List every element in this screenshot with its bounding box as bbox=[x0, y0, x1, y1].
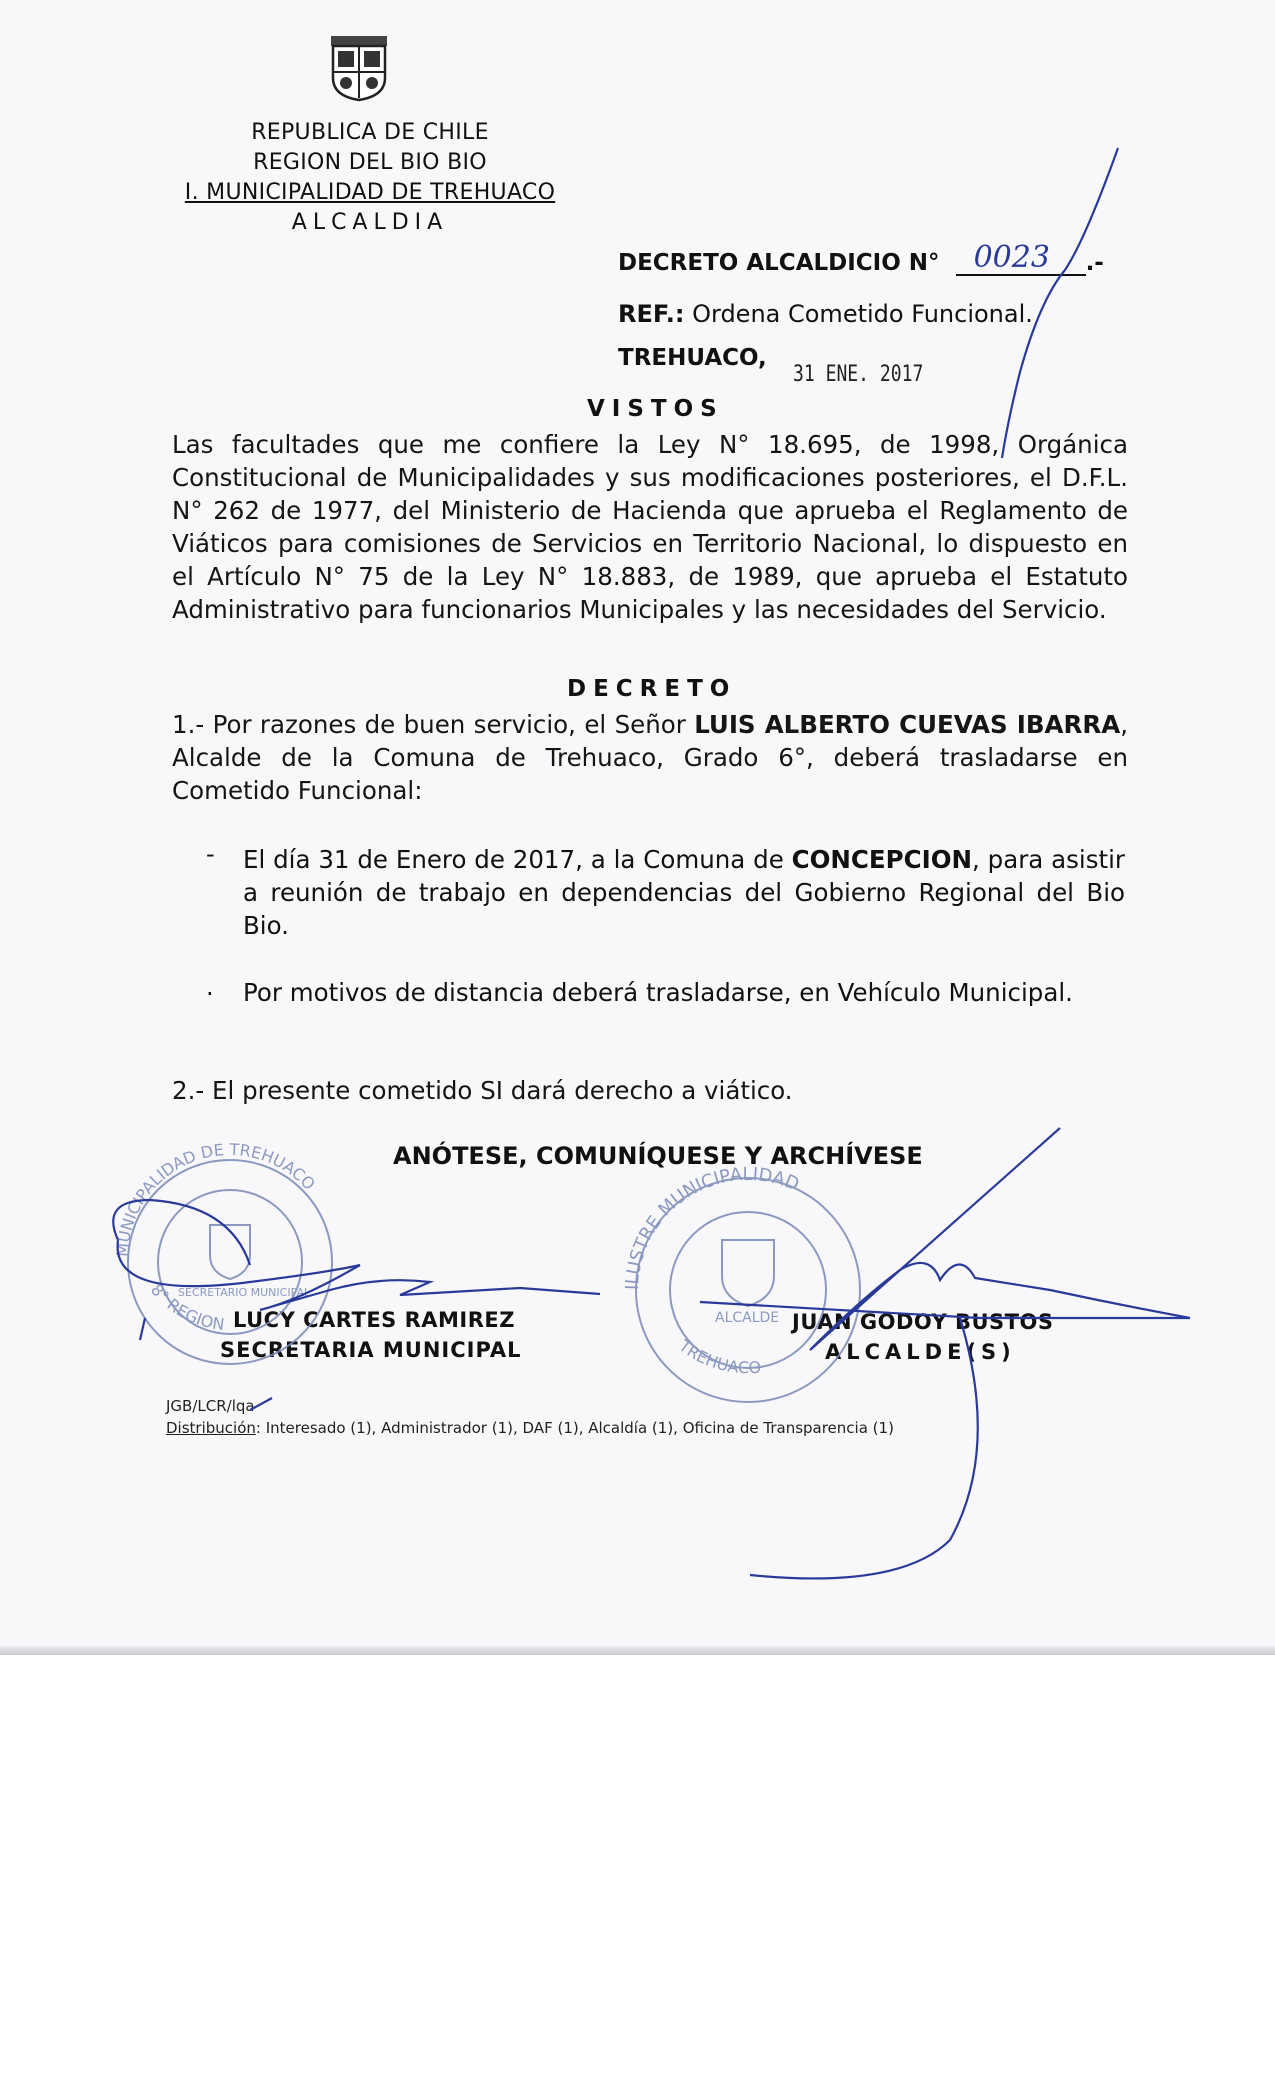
paragraph-1-intro: 1.- Por razones de buen servicio, el Señor bbox=[172, 710, 695, 739]
secretary-seal-region-text: 8° REGION bbox=[146, 1280, 226, 1334]
paragraph-1-rest: , Alcalde de la Comuna de Trehuaco, Grado 6°, deberá trasladarse en Cometido Funcional: bbox=[172, 710, 1128, 805]
letterhead-office: ALCALDIA bbox=[291, 210, 449, 235]
vistos-paragraph: Las facultades que me confiere la Ley N° 18.695, de 1998, Orgánica Constitucional de Municipalidades y sus modificaciones posteriores, el D.F.L. N° 262 de 1977, del Ministerio de Hacienda que aprueba el Reglamento de Viáticos para comisiones de Servicios en Territorio Nacional, lo dispuesto en el Artículo N° 75 de la Ley N° 18.883, de 1989, que aprueba el Estatuto Administrativo para funcionarios Municipales y las necesidades del Servicio. bbox=[172, 430, 1128, 624]
distribution-list bbox=[166, 1419, 894, 1437]
official-name: LUIS ALBERTO CUEVAS IBARRA bbox=[694, 710, 1121, 739]
list-item-trip bbox=[243, 843, 1125, 942]
reference-text: Ordena Cometido Funcional. bbox=[692, 300, 1033, 328]
page-edge bbox=[0, 1646, 1275, 1655]
decreto-paragraph-1 bbox=[172, 708, 1128, 807]
list-item-transport: Por motivos de distancia deberá trasladarse, en Vehículo Municipal. bbox=[243, 978, 1073, 1007]
secretary-name: LUCY CARTES RAMIREZ bbox=[233, 1308, 515, 1332]
closing-formula: ANÓTESE, COMUNÍQUESE Y ARCHÍVESE bbox=[393, 1142, 923, 1170]
decree-number-label: DECRETO ALCALDICIO N° bbox=[618, 250, 940, 276]
letterhead bbox=[160, 118, 580, 238]
decree-number-field bbox=[956, 240, 1086, 276]
trip-intro: El día 31 de Enero de 2017, a la Comuna de bbox=[243, 845, 792, 874]
secretary-title: SECRETARIA MUNICIPAL bbox=[220, 1338, 522, 1362]
decreto-heading: DECRETO bbox=[567, 676, 737, 702]
decree-number-line bbox=[618, 240, 1104, 276]
date-stamp: 31 ENE. 2017 bbox=[793, 362, 924, 387]
secretary-seal-inner-text: SECRETARIO MUNICIPAL bbox=[178, 1286, 311, 1299]
list-bullet: - bbox=[206, 840, 215, 868]
list-bullet: . bbox=[206, 973, 214, 1001]
mayor-seal-inner-text: ALCALDE bbox=[715, 1310, 780, 1326]
mayor-seal-arc-text: ILUSTRE MUNICIPALIDAD bbox=[621, 1163, 803, 1291]
letterhead-municipality: I. MUNICIPALIDAD DE TREHUACO bbox=[184, 180, 556, 205]
letterhead-country: REPUBLICA DE CHILE bbox=[251, 120, 489, 145]
mayor-title: ALCALDE(S) bbox=[825, 1340, 1016, 1364]
letterhead-region: REGION DEL BIO BIO bbox=[253, 150, 487, 175]
secretary-seal-arc-text: MUNICIPALIDAD DE TREHUACO bbox=[112, 1139, 319, 1258]
initials: JGB/LCR/lqa bbox=[166, 1397, 255, 1415]
reference-label: REF.: bbox=[618, 300, 685, 328]
trip-destination: CONCEPCION bbox=[791, 845, 973, 874]
decree-number-suffix: .- bbox=[1085, 250, 1104, 276]
mayor-seal-town-text: TREHUACO bbox=[675, 1336, 762, 1378]
vistos-heading: VISTOS bbox=[587, 396, 724, 422]
decreto-paragraph-2: 2.- El presente cometido SI dará derecho a viático. bbox=[172, 1076, 793, 1105]
distribution-text: : Interesado (1), Administrador (1), DAF (1), Alcaldía (1), Oficina de Transparencia (1) bbox=[255, 1419, 894, 1437]
decree-number-value: 0023 bbox=[973, 240, 1050, 275]
place-label: TREHUACO, bbox=[618, 345, 767, 371]
mayor-name: JUAN GODOY BUSTOS bbox=[792, 1310, 1054, 1334]
trip-purpose: , para asistir a reunión de trabajo en dependencias del Gobierno Regional del Bio Bio. bbox=[243, 845, 1125, 940]
reference-line bbox=[618, 300, 1033, 328]
municipal-crest-icon bbox=[327, 34, 391, 102]
distribution-label: Distribución bbox=[166, 1419, 256, 1437]
